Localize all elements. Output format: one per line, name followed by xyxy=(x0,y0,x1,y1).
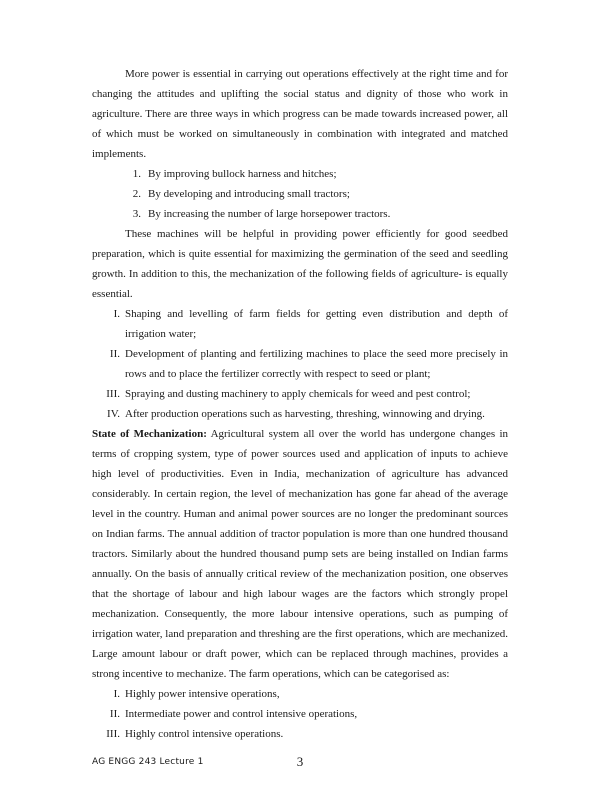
list-item-text: Development of planting and fertilizing machines to place the seed more precisely in rows and to place the fertilizer correctly with respect to seed or plant; xyxy=(125,348,508,380)
list-marker: I. xyxy=(113,688,120,700)
list-item-text: By improving bullock harness and hitches; xyxy=(148,168,337,180)
list-marker: II. xyxy=(109,708,120,720)
list-item xyxy=(92,684,508,704)
list-marker: II. xyxy=(109,348,120,360)
list-item xyxy=(92,344,508,384)
list-item-text: After production operations such as harvesting, threshing, winnowing and drying. xyxy=(125,408,485,420)
list-marker: III. xyxy=(106,728,120,740)
list-marker: III. xyxy=(106,388,120,400)
list-marker: I. xyxy=(113,308,120,320)
list-item-text: Highly control intensive operations. xyxy=(125,728,284,740)
list-marker: IV. xyxy=(107,408,120,420)
list-item xyxy=(92,204,508,224)
list-item xyxy=(92,724,508,744)
paragraph-these-machines: These machines will be helpful in providing power efficiently for good seedbed preparation, which is quite essential for maximizing the germination of the seed and seedling growth. In addition to this, the mechanization of the following fields of agriculture- is equally essential. xyxy=(92,228,508,300)
paragraph-state-of-mechanization xyxy=(92,424,508,684)
list-item xyxy=(92,184,508,204)
paragraph-more-power: More power is essential in carrying out operations effectively at the right time and for changing the attitudes and uplifting the social status and dignity of those who work in agriculture. There are three ways in which progress can be made towards increased power, all of which must be worked on simultaneously in combination with integrated and matched implements. xyxy=(92,68,508,160)
list-item xyxy=(92,404,508,424)
list-item-text: Intermediate power and control intensive operations, xyxy=(125,708,358,720)
list-item xyxy=(92,704,508,724)
paragraph-heading: State of Mechanization: xyxy=(92,428,207,440)
list-marker: 1. xyxy=(132,168,141,180)
list-marker: 3. xyxy=(132,208,141,220)
list-item xyxy=(92,164,508,184)
footer-course-label: AG ENGG 243 Lecture 1 xyxy=(92,757,204,767)
list-item-text: By increasing the number of large horsepower tractors. xyxy=(148,208,391,220)
page-body-text xyxy=(92,64,508,744)
page-footer xyxy=(0,754,600,774)
list-item xyxy=(92,384,508,404)
list-item xyxy=(92,304,508,344)
list-item-text: Spraying and dusting machinery to apply chemicals for weed and pest control; xyxy=(125,388,471,400)
paragraph-body: Agricultural system all over the world has undergone changes in terms of cropping system, type of power sources used and application of inputs to achieve high level of productivities. Even in India, mechanization of agriculture has advanced considerably. In certain region, the level of mechanization has gone far ahead of the average level in the country. Human and animal power sources are no longer the predominant sources on Indian farms. The annual addition of tractor population is more than one hundred thousand tractors. Similarly about the hundred thousand pump sets are being installed on Indian farms annually. On the basis of annually critical review of the mechanization position, one observes that the shortage of labour and high labour wages are the factors which strongly propel mechanization. Consequently, the more labour intensive operations, such as pumping of irrigation water, land preparation and threshing are the first operations, which are mechanized. Large amount labour or draft power, which can be replaced through machines, provides a strong incentive to mechanize. The farm operations, which can be categorised as: xyxy=(92,428,508,680)
list-item-text: Shaping and levelling of farm fields for getting even distribution and depth of irrigation water; xyxy=(125,308,508,340)
list-item-text: Highly power intensive operations, xyxy=(125,688,280,700)
footer-page-number: 3 xyxy=(296,754,304,769)
list-item-text: By developing and introducing small tractors; xyxy=(148,188,350,200)
list-marker: 2. xyxy=(132,188,141,200)
